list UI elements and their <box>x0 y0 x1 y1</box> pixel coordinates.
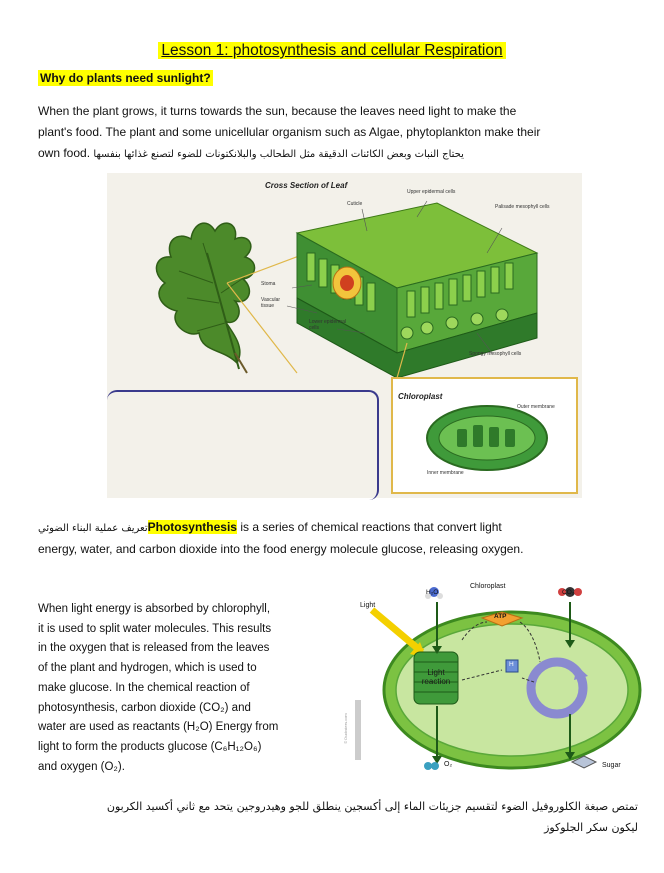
label-inner-membrane: Inner membrane <box>427 470 464 476</box>
diagram-label-co2: CO₂ <box>562 589 575 596</box>
label-stoma: Stoma <box>261 281 276 287</box>
intro-paragraph <box>38 101 638 165</box>
label-spongy: Spongy mesophyll cells <box>469 351 522 357</box>
definition-paragraph <box>38 517 638 560</box>
diagram-label-sugar: Sugar <box>602 762 621 769</box>
intro-line-2: plant's food. The plant and some unicellular organism such as Algae, phytoplankton make their <box>38 125 541 139</box>
o2-molecule-icon <box>424 762 432 770</box>
arabic-summary <box>38 796 638 838</box>
definition-term: Photosynthesis <box>147 520 237 534</box>
diagram-label-h: H <box>509 661 514 668</box>
definition-ar-label: تعريف عملية البناء الضوئي <box>38 523 148 534</box>
arabic-summary-line-1: تمتص صبغة الكلوروفيل الضوء لتقسيم جزيئات الماء إلى أكسجين ينطلق للجو وهيدروجين يتحد مع ثاني أكسيد الكربون <box>106 800 638 813</box>
section-question: Why do plants need sunlight? <box>40 71 211 85</box>
diagram-credit: © Ducksters.com <box>342 713 348 744</box>
explanation-paragraph <box>38 600 343 777</box>
oak-leaf-image <box>156 223 254 373</box>
explanation-line: make glucose. In the chemical reaction of <box>38 681 250 694</box>
diagram-label-h2o: H₂O <box>426 589 439 596</box>
label-vascular: Vascular tissue <box>261 297 281 309</box>
explanation-line: in the oxygen that is released from the leaves <box>38 642 270 655</box>
page-title <box>0 42 664 60</box>
diagram-label-light: Light <box>360 602 376 609</box>
definition-line-1 <box>38 517 638 539</box>
page-title-text: Lesson 1: photosynthesis and cellular Respiration <box>158 42 505 59</box>
label-lower-epidermal: Lower epidermal cells <box>309 319 346 331</box>
explanation-line: water are used as reactants (H₂O) Energy from <box>38 721 279 734</box>
definition-line-1-rest: is a series of chemical reactions that convert light <box>236 520 502 534</box>
label-chloroplast: Chloroplast <box>398 392 443 401</box>
explanation-line: of the plant and hydrogen, which is used to <box>38 662 257 675</box>
diagram-label-chloroplast: Chloroplast <box>470 583 506 590</box>
chloroplast-diagram <box>342 580 644 780</box>
intro-line-3-en: own food. <box>38 146 91 160</box>
explanation-line: photosynthesis, carbon dioxide (CO₂) and <box>38 701 251 714</box>
diagram-label-light-reaction: Light reaction <box>421 668 451 686</box>
intro-line-3-ar: يحتاج النبات وبعض الكائنات الدقيقة مثل الطحالب والبلانكتونات للضوء لتصنع غذائها بنفسها <box>93 149 464 160</box>
label-palisade: Palisade mesophyll cells <box>495 204 550 210</box>
explanation-line: and oxygen (O₂). <box>38 760 125 773</box>
explanation-line: light to form the products glucose (C₆H₁₂O₆) <box>38 740 262 753</box>
chloroplast-diagram-illustration <box>352 580 644 780</box>
label-outer-membrane: Outer membrane <box>517 404 555 410</box>
definition-line-2: energy, water, and carbon dioxide into the food energy molecule glucose, releasing oxygen. <box>38 542 524 556</box>
explanation-line: When light energy is absorbed by chlorophyll, <box>38 603 271 615</box>
arabic-summary-line-2: ليكون سكر الجلوكوز <box>544 821 638 834</box>
diagram-label-o2: O₂ <box>444 761 453 768</box>
label-cuticle: Cuticle <box>347 201 363 207</box>
intro-line-3 <box>38 143 638 165</box>
light-arrow-icon <box>372 610 422 652</box>
intro-line-1: When the plant grows, it turns towards the sun, because the leaves need light to make the <box>38 104 517 118</box>
leaf-figure-title: Cross Section of Leaf <box>265 181 348 190</box>
figure-blue-frame <box>107 390 379 500</box>
diagram-label-atp: ATP <box>494 613 507 620</box>
label-upper-epidermal: Upper epidermal cells <box>407 189 456 195</box>
explanation-line: it is used to split water molecules. This results <box>38 622 272 635</box>
